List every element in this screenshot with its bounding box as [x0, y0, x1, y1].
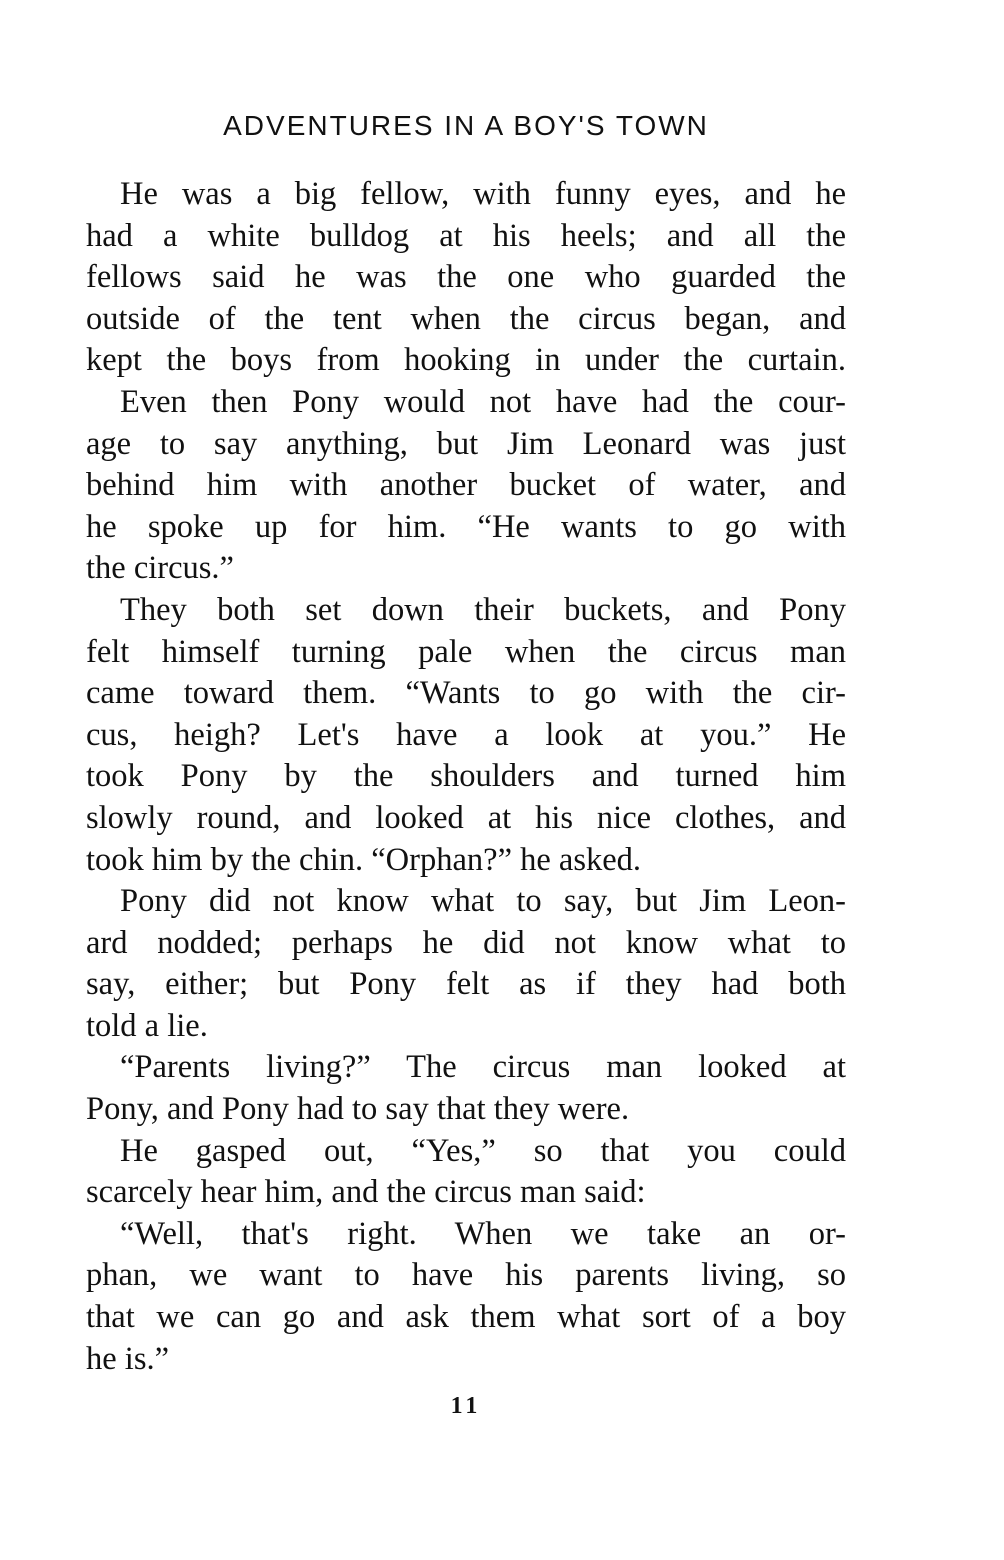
text-line: Pony did not know what to say, but Jim Leon- [120, 883, 846, 920]
text-line: “Parents living?” The circus man looked at [120, 1049, 846, 1086]
text-line: age to say anything, but Jim Leonard was just [86, 425, 846, 462]
text-line: cus, heigh? Let's have a look at you.” He [86, 716, 846, 753]
paragraph [86, 1131, 846, 1214]
page-number: 11 [450, 1393, 482, 1419]
text-line: took Pony by the shoulders and turned him [86, 758, 846, 795]
text-line: felt himself turning pale when the circus man [86, 633, 846, 670]
paragraph [86, 881, 846, 1047]
text-line: fellows said he was the one who guarded the [86, 259, 846, 296]
running-head: ADVENTURES IN A BOY'S TOWN [223, 110, 709, 141]
text-line: They both set down their buckets, and Pony [120, 591, 846, 628]
text-line: ard nodded; perhaps he did not know what to [86, 924, 846, 961]
text-line: had a white bulldog at his heels; and all the [86, 217, 846, 254]
text-line: he is.” [86, 1340, 170, 1377]
text-line: Pony, and Pony had to say that they were. [86, 1091, 630, 1128]
text-line: behind him with another bucket of water, and [86, 467, 846, 504]
text-line: say, either; but Pony felt as if they had both [86, 966, 846, 1003]
text-line: “Well, that's right. When we take an or- [120, 1215, 846, 1252]
text-line: slowly round, and looked at his nice clothes, and [86, 799, 846, 836]
text-line: He was a big fellow, with funny eyes, and he [120, 176, 846, 212]
paragraph [86, 1214, 846, 1380]
paragraph [86, 174, 846, 382]
text-line: he spoke up for him. “He wants to go with [86, 508, 846, 545]
body-text [86, 174, 846, 1380]
paragraph [86, 1047, 846, 1130]
paragraph [86, 590, 846, 881]
text-line: scarcely hear him, and the circus man said: [86, 1174, 646, 1211]
text-line: told a lie. [86, 1007, 208, 1044]
text-line: that we can go and ask them what sort of a boy [86, 1299, 846, 1336]
text-line: phan, we want to have his parents living, so [86, 1257, 846, 1294]
text-line: took him by the chin. “Orphan?” he asked. [86, 841, 642, 878]
text-line: the circus.” [86, 550, 234, 587]
paragraph [86, 382, 846, 590]
text-line: kept the boys from hooking in under the curtain. [86, 342, 846, 379]
text-line: He gasped out, “Yes,” so that you could [120, 1132, 846, 1169]
text-line: Even then Pony would not have had the cour- [120, 383, 846, 420]
text-line: came toward them. “Wants to go with the cir- [86, 675, 846, 712]
text-line: outside of the tent when the circus began, and [86, 300, 846, 337]
